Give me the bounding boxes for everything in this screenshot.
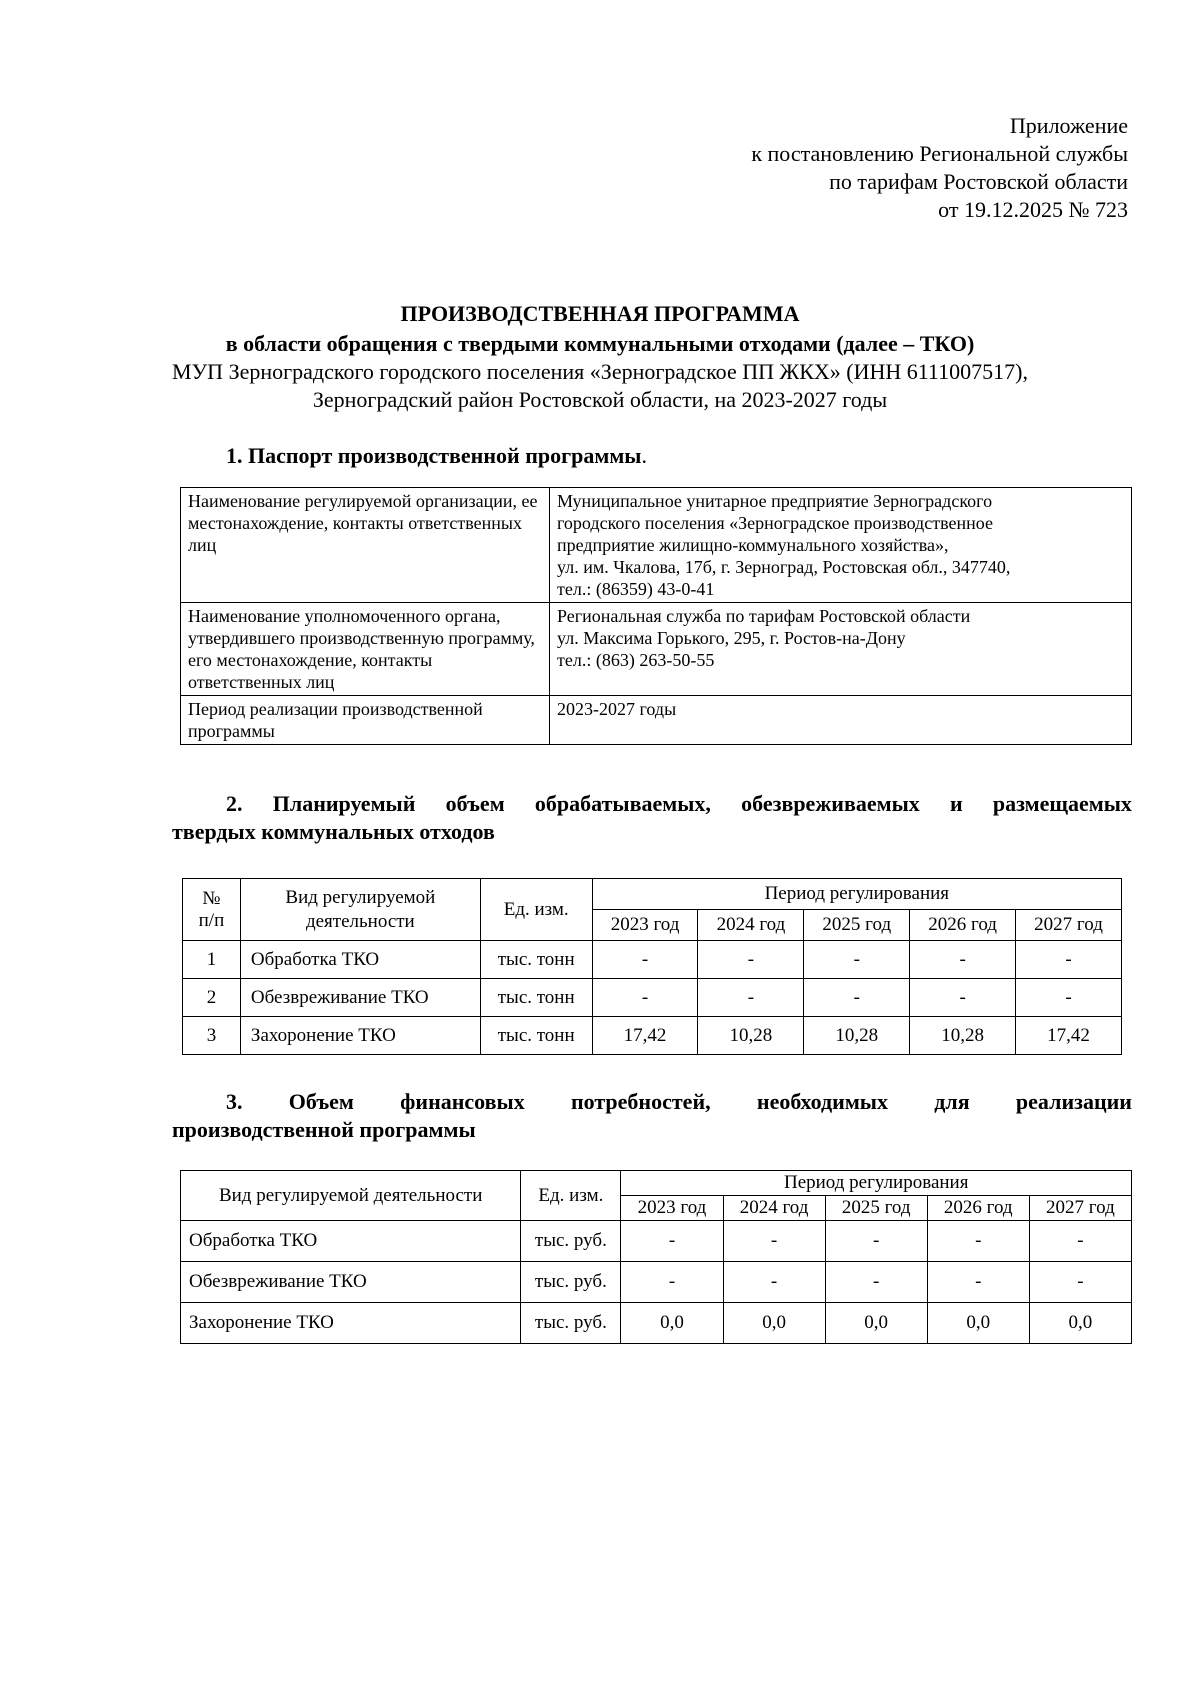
- row-value: -: [804, 941, 910, 979]
- heading-word: обрабатываемых,: [534, 791, 711, 816]
- passport-value-line: тел.: (86359) 43-0-41: [557, 579, 715, 599]
- row-value: -: [910, 941, 1016, 979]
- row-unit: тыс. тонн: [480, 979, 592, 1017]
- row-value: -: [621, 1221, 723, 1262]
- col-header-year: 2026 год: [927, 1196, 1029, 1221]
- row-value: -: [825, 1221, 927, 1262]
- row-value: -: [910, 979, 1016, 1017]
- passport-label: Наименование регулируемой организации, ее местонахождение, контакты ответственных лиц: [181, 488, 550, 603]
- volume-header-row: [183, 879, 1122, 910]
- volume-table-body: [183, 879, 1122, 1055]
- annex-line-2: к постановлению Региональной службы: [751, 141, 1128, 166]
- passport-value-line: ул. им. Чкалова, 17б, г. Зерноград, Ростовская обл., 347740,: [557, 557, 1011, 577]
- row-number: 2: [183, 979, 241, 1017]
- annex-line-4: от 19.12.2025 № 723: [938, 197, 1128, 222]
- row-value: 17,42: [592, 1017, 698, 1055]
- section-1-heading-tail: .: [641, 443, 647, 468]
- row-number: 1: [183, 941, 241, 979]
- row-number: 3: [183, 1017, 241, 1055]
- heading-word: Объем: [288, 1089, 354, 1114]
- heading-word: обезвреживаемых: [741, 791, 920, 816]
- title-line-4: Зерноградский район Ростовской области, на 2023-2027 годы: [312, 387, 888, 412]
- passport-value: [550, 603, 1132, 696]
- row-activity-name: Обезвреживание ТКО: [181, 1262, 521, 1303]
- passport-row: [181, 696, 1132, 745]
- row-value: -: [804, 979, 910, 1017]
- passport-value-line: 2023-2027 годы: [557, 699, 677, 719]
- row-value: -: [1016, 979, 1122, 1017]
- table-row: [181, 1221, 1132, 1262]
- passport-table: [180, 487, 1132, 745]
- annex-line-1: Приложение: [1009, 113, 1128, 138]
- row-value: 10,28: [698, 1017, 804, 1055]
- title-line-2: в области обращения с твердыми коммунальными отходами (далее – ТКО): [225, 331, 975, 356]
- col-header-activity: Вид регулируемой деятельности: [181, 1171, 521, 1221]
- row-activity-name: Захоронение ТКО: [181, 1303, 521, 1344]
- table-row: [181, 1262, 1132, 1303]
- passport-value-line: тел.: (863) 263-50-55: [557, 650, 715, 670]
- passport-row: [181, 603, 1132, 696]
- passport-label: Период реализации производственной программы: [181, 696, 550, 745]
- row-value: -: [621, 1262, 723, 1303]
- heading-word: Планируемый: [272, 791, 416, 816]
- volume-table: [182, 878, 1122, 1055]
- col-header-year: 2026 год: [910, 910, 1016, 941]
- section-3-heading-line-1: [172, 1088, 1132, 1116]
- col-header-year: 2023 год: [592, 910, 698, 941]
- table-row: [183, 979, 1122, 1017]
- row-activity-name: Обезвреживание ТКО: [240, 979, 480, 1017]
- row-unit: тыс. руб.: [521, 1262, 621, 1303]
- row-value: -: [698, 979, 804, 1017]
- row-value: -: [1029, 1262, 1131, 1303]
- row-value: -: [1016, 941, 1122, 979]
- col-header-year: 2025 год: [804, 910, 910, 941]
- col-header-year: 2024 год: [698, 910, 804, 941]
- table-row: [181, 1303, 1132, 1344]
- finance-table: [180, 1170, 1132, 1344]
- col-header-year: 2027 год: [1016, 910, 1122, 941]
- col-header-no-part: п/п: [198, 909, 225, 931]
- row-value: 0,0: [723, 1303, 825, 1344]
- heading-word: 3.: [226, 1089, 243, 1114]
- heading-word: финансовых: [400, 1089, 525, 1114]
- passport-label: Наименование уполномоченного органа, утвердившего производственную программу, его местонахождение, контакты ответственных лиц: [181, 603, 550, 696]
- row-unit: тыс. тонн: [480, 1017, 592, 1055]
- heading-word: и: [950, 791, 963, 816]
- table-row: [183, 1017, 1122, 1055]
- title-line-1: ПРОИЗВОДСТВЕННАЯ ПРОГРАММА: [400, 301, 800, 326]
- section-1-heading: [226, 442, 647, 470]
- col-header-year: 2024 год: [723, 1196, 825, 1221]
- passport-row: [181, 488, 1132, 603]
- col-header-activity: Вид регулируемой деятельности: [240, 879, 480, 941]
- passport-value-line: Региональная служба по тарифам Ростовской области: [557, 606, 971, 626]
- section-2-heading: [172, 790, 1132, 846]
- table-row: [183, 941, 1122, 979]
- heading-word: для: [934, 1089, 970, 1114]
- row-unit: тыс. руб.: [521, 1303, 621, 1344]
- row-unit: тыс. тонн: [480, 941, 592, 979]
- row-activity-name: Обработка ТКО: [181, 1221, 521, 1262]
- col-header-year: 2025 год: [825, 1196, 927, 1221]
- passport-table-body: [181, 488, 1132, 745]
- row-value: -: [1029, 1221, 1131, 1262]
- document-title: [0, 300, 1200, 414]
- passport-value-line: ул. Максима Горького, 295, г. Ростов-на-Дону: [557, 628, 906, 648]
- section-2-heading-line-1: [172, 790, 1132, 818]
- finance-table-body: [181, 1171, 1132, 1344]
- col-header-no-part: №: [202, 887, 221, 909]
- row-unit: тыс. руб.: [521, 1221, 621, 1262]
- row-activity-name: Обработка ТКО: [240, 941, 480, 979]
- row-value: 0,0: [825, 1303, 927, 1344]
- row-value: -: [927, 1221, 1029, 1262]
- annex-line-3: по тарифам Ростовской области: [829, 169, 1128, 194]
- col-header-period: Период регулирования: [592, 879, 1121, 910]
- row-value: -: [825, 1262, 927, 1303]
- row-value: 0,0: [927, 1303, 1029, 1344]
- row-value: 10,28: [910, 1017, 1016, 1055]
- row-activity-name: Захоронение ТКО: [240, 1017, 480, 1055]
- section-1-heading-text: 1. Паспорт производственной программы: [226, 443, 642, 468]
- row-value: -: [723, 1221, 825, 1262]
- row-value: -: [592, 979, 698, 1017]
- col-header-no: [183, 879, 241, 941]
- row-value: -: [698, 941, 804, 979]
- passport-value: [550, 488, 1132, 603]
- passport-value-line: предприятие жилищно-коммунального хозяйства»,: [557, 535, 949, 555]
- heading-word: размещаемых: [992, 791, 1132, 816]
- col-header-unit: Ед. изм.: [480, 879, 592, 941]
- passport-value-line: городского поселения «Зерноградское производственное: [557, 513, 993, 533]
- row-value: -: [927, 1262, 1029, 1303]
- row-value: -: [723, 1262, 825, 1303]
- col-header-period: Период регулирования: [621, 1171, 1132, 1196]
- heading-word: потребностей,: [570, 1089, 711, 1114]
- heading-word: объем: [445, 791, 505, 816]
- row-value: 17,42: [1016, 1017, 1122, 1055]
- passport-value: [550, 696, 1132, 745]
- heading-word: необходимых: [756, 1089, 888, 1114]
- finance-header-row: [181, 1171, 1132, 1196]
- row-value: 0,0: [1029, 1303, 1131, 1344]
- row-value: -: [592, 941, 698, 979]
- section-2-heading-line-2: твердых коммунальных отходов: [172, 819, 495, 844]
- row-value: 10,28: [804, 1017, 910, 1055]
- annex-block: [751, 112, 1128, 224]
- row-value: 0,0: [621, 1303, 723, 1344]
- col-header-unit: Ед. изм.: [521, 1171, 621, 1221]
- title-line-3: МУП Зерноградского городского поселения «Зерноградское ПП ЖКХ» (ИНН 6111007517),: [172, 359, 1028, 384]
- heading-word: 2.: [226, 791, 243, 816]
- col-header-year: 2023 год: [621, 1196, 723, 1221]
- heading-word: реализации: [1015, 1089, 1132, 1114]
- passport-value-line: Муниципальное унитарное предприятие Зерноградского: [557, 491, 993, 511]
- section-3-heading-line-2: производственной программы: [172, 1117, 476, 1142]
- section-3-heading: [172, 1088, 1132, 1144]
- col-header-year: 2027 год: [1029, 1196, 1131, 1221]
